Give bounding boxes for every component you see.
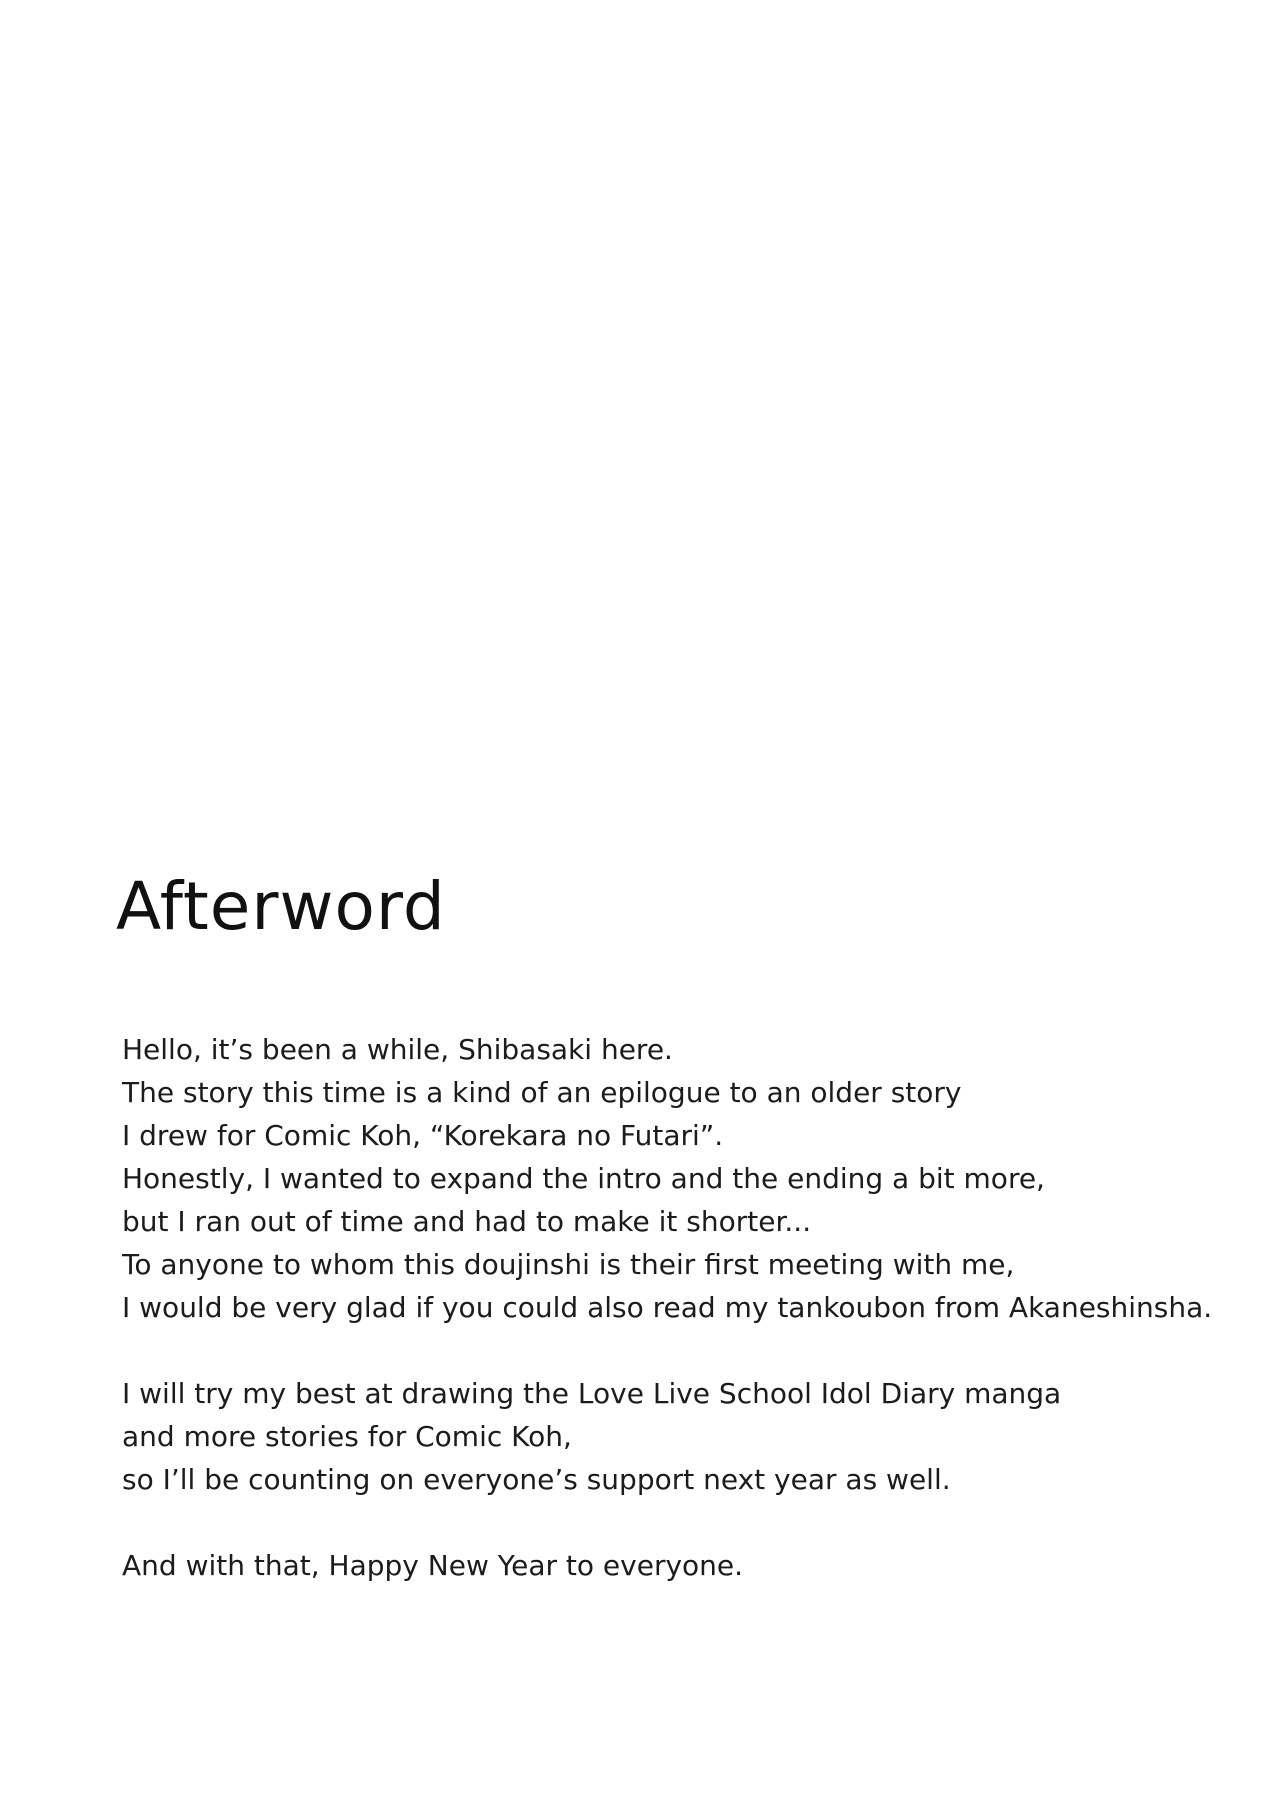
text-line: and more stories for Comic Koh,: [122, 1420, 572, 1453]
text-line: The story this time is a kind of an epilogue to an older story: [122, 1076, 962, 1109]
text-line: Hello, it’s been a while, Shibasaki here.: [122, 1033, 673, 1066]
text-line: Honestly, I wanted to expand the intro and the ending a bit more,: [122, 1162, 1045, 1195]
text-line: I will try my best at drawing the Love Live School Idol Diary manga: [122, 1377, 1062, 1410]
text-line: To anyone to whom this doujinshi is their first meeting with me,: [122, 1248, 1015, 1281]
paragraph: [122, 1372, 1182, 1501]
afterword-body: [122, 1028, 1213, 1587]
text-line: so I’ll be counting on everyone’s support next year as well.: [122, 1463, 951, 1496]
page-title: Afterword: [116, 868, 446, 945]
paragraph: [122, 1028, 1213, 1329]
text-line: And with that, Happy New Year to everyone.: [122, 1549, 744, 1582]
text-line: but I ran out of time and had to make it shorter...: [122, 1205, 812, 1238]
text-line: I would be very glad if you could also read my tankoubon from Akaneshinsha.: [122, 1291, 1213, 1324]
paragraph: [122, 1544, 1182, 1587]
text-line: I drew for Comic Koh, “Korekara no Futari”.: [122, 1119, 724, 1152]
